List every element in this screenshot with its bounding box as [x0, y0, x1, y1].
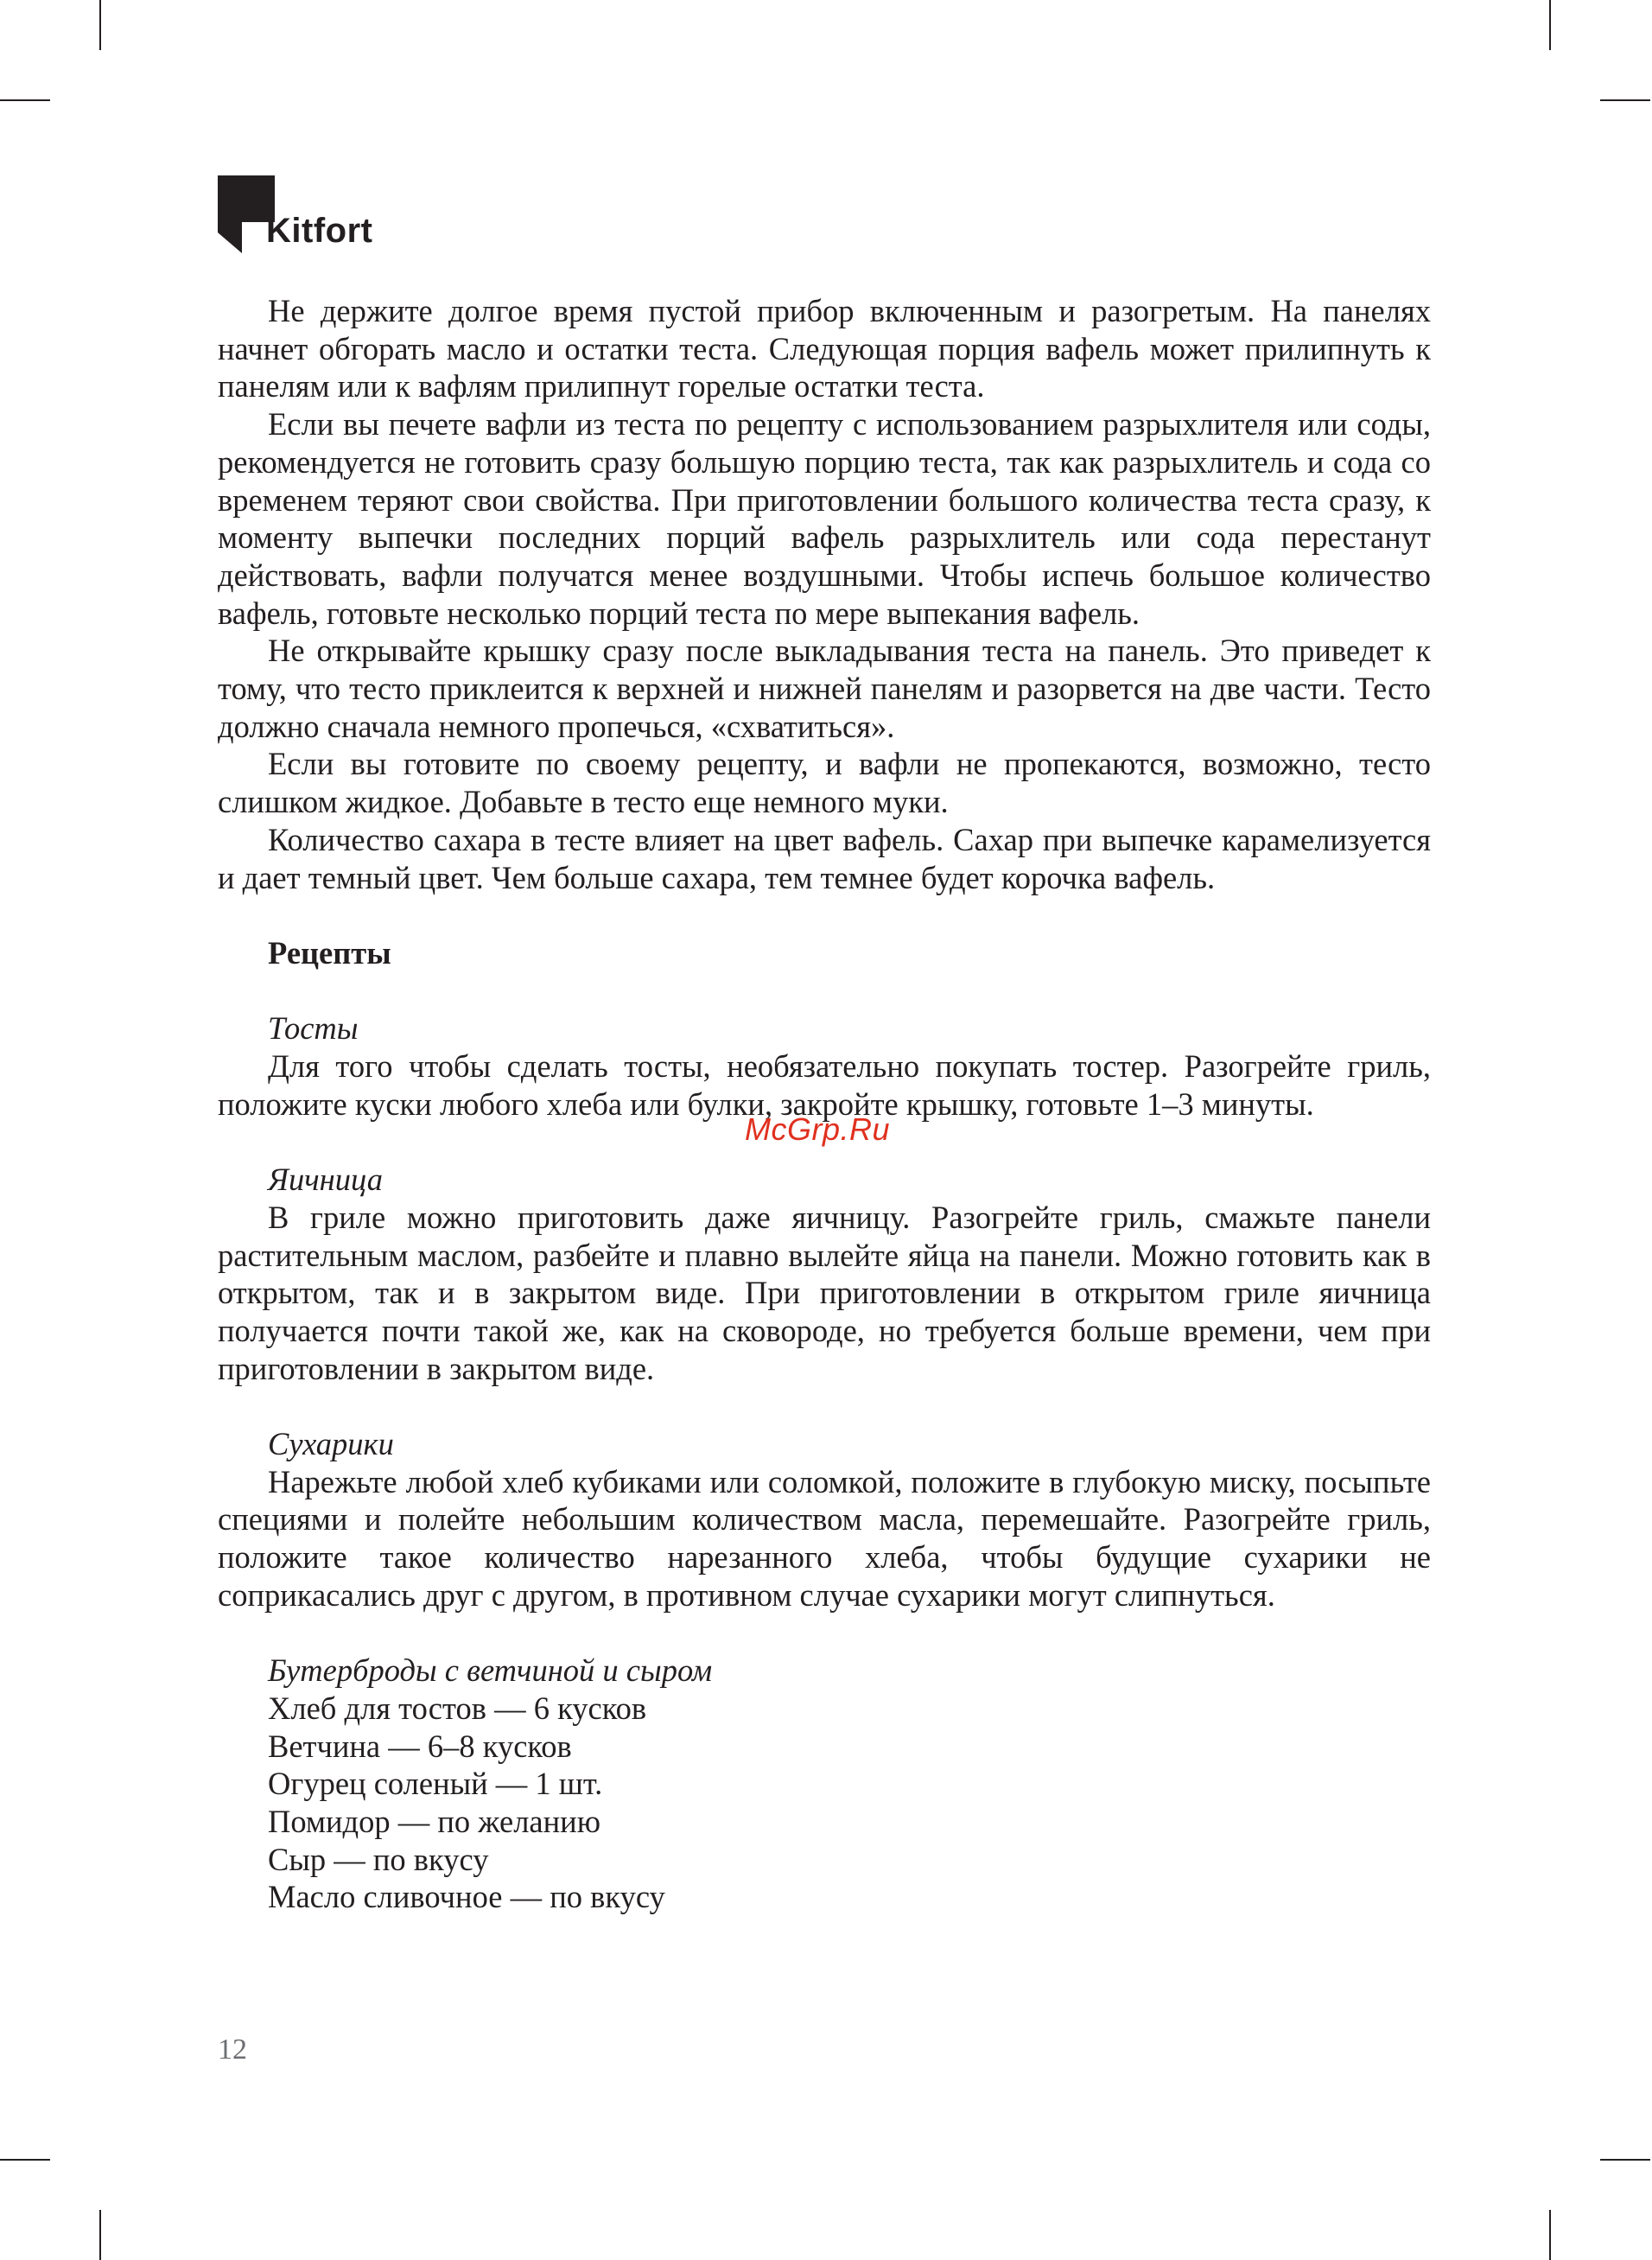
recipe-title-toasts: Тосты [268, 1010, 359, 1047]
crop-mark [99, 0, 101, 50]
page-number: 12 [218, 2034, 247, 2066]
recipe-title-croutons: Сухарики [268, 1426, 394, 1462]
recipe-title-sandwiches: Бутерброды с ветчиной и сыром [268, 1652, 713, 1689]
crop-mark [0, 99, 50, 101]
crop-mark [1549, 2210, 1551, 2260]
page-content [218, 292, 1431, 1916]
paragraph: Количество сахара в тесте влияет на цвет вафель. Сахар при выпечке карамелизуется и дает темный цвет. Чем больше сахара, тем темнее будет корочка вафель. [218, 821, 1431, 895]
ingredient-item: Масло сливочное — по вкусу [268, 1879, 665, 1915]
section-heading: Рецепты [268, 934, 391, 971]
crop-mark [99, 2210, 101, 2260]
watermark: McGrp.Ru [745, 1111, 891, 1147]
recipe-title-eggs: Яичница [268, 1162, 383, 1198]
ingredient-item: Огурец соленый — 1 шт. [268, 1766, 603, 1802]
ingredient-list [218, 1690, 1431, 1916]
ingredient-item: Ветчина — 6–8 кусков [268, 1728, 572, 1764]
paragraph: Не открывайте крышку сразу после выкладывания теста на панель. Это приведет к тому, что тесто приклеится к верхней и нижней панелям и разорвется на две части. Тесто должно сначала немного пропечься, «схватиться». [218, 633, 1431, 744]
recipe-text-croutons: Нарежьте любой хлеб кубиками или соломкой, положите в глубокую миску, посыпьте специями и полейте небольшим количеством масла, перемешайте. Разогрейте гриль, положите такое количество нарезанного хлеба, чтобы будущие сухарики не соприкасались друг с другом, в противном случае сухарики могут слипнуться. [218, 1463, 1431, 1613]
recipe-text-toasts: Для того чтобы сделать тосты, необязательно покупать тостер. Разогрейте гриль, положите куски любого хлеба или булки, закройте крышку, готовьте 1–3 минуты. [218, 1048, 1431, 1122]
crop-mark [1600, 99, 1650, 101]
crop-mark [1600, 2159, 1650, 2161]
recipe-text-eggs: В гриле можно приготовить даже яичницу. Разогрейте гриль, смажьте панели растительным маслом, разбейте и плавно вылейте яйца на панели. Можно готовить как в открытом, так и в закрытом виде. При приготовлении в открытом гриле яичница получается почти такой же, как на сковороде, но требуется больше времени, чем при приготовлении в закрытом виде. [218, 1199, 1431, 1386]
brand-logo [218, 175, 391, 262]
crop-mark [1549, 0, 1551, 50]
brand-name: Kitfort [266, 212, 373, 250]
ingredient-item: Хлеб для тостов — 6 кусков [268, 1690, 647, 1726]
paragraph: Если вы готовите по своему рецепту, и вафли не пропекаются, возможно, тесто слишком жидкое. Добавьте в тесто еще немного муки. [218, 746, 1431, 820]
crop-mark [0, 2159, 50, 2161]
paragraph: Если вы печете вафли из теста по рецепту с использованием разрыхлителя или соды, рекомендуется не готовить сразу большую порцию теста, так как разрыхлитель и сода со временем теряют свои свойства. При приготовлении большого количества теста сразу, к моменту выпечки последних порций вафель разрыхлитель или сода перестанут действовать, вафли получатся менее воздушными. Чтобы испечь большое количество вафель, готовьте несколько порций теста по мере выпекания вафель. [218, 406, 1431, 631]
ingredient-item: Помидор — по желанию [268, 1804, 600, 1840]
paragraph: Не держите долгое время пустой прибор включенным и разогретым. На панелях начнет обгорать масло и остатки теста. Следующая порция вафель может прилипнуть к панелям или к вафлям прилипнут горелые остатки теста. [218, 293, 1431, 404]
ingredient-item: Сыр — по вкусу [268, 1841, 489, 1877]
